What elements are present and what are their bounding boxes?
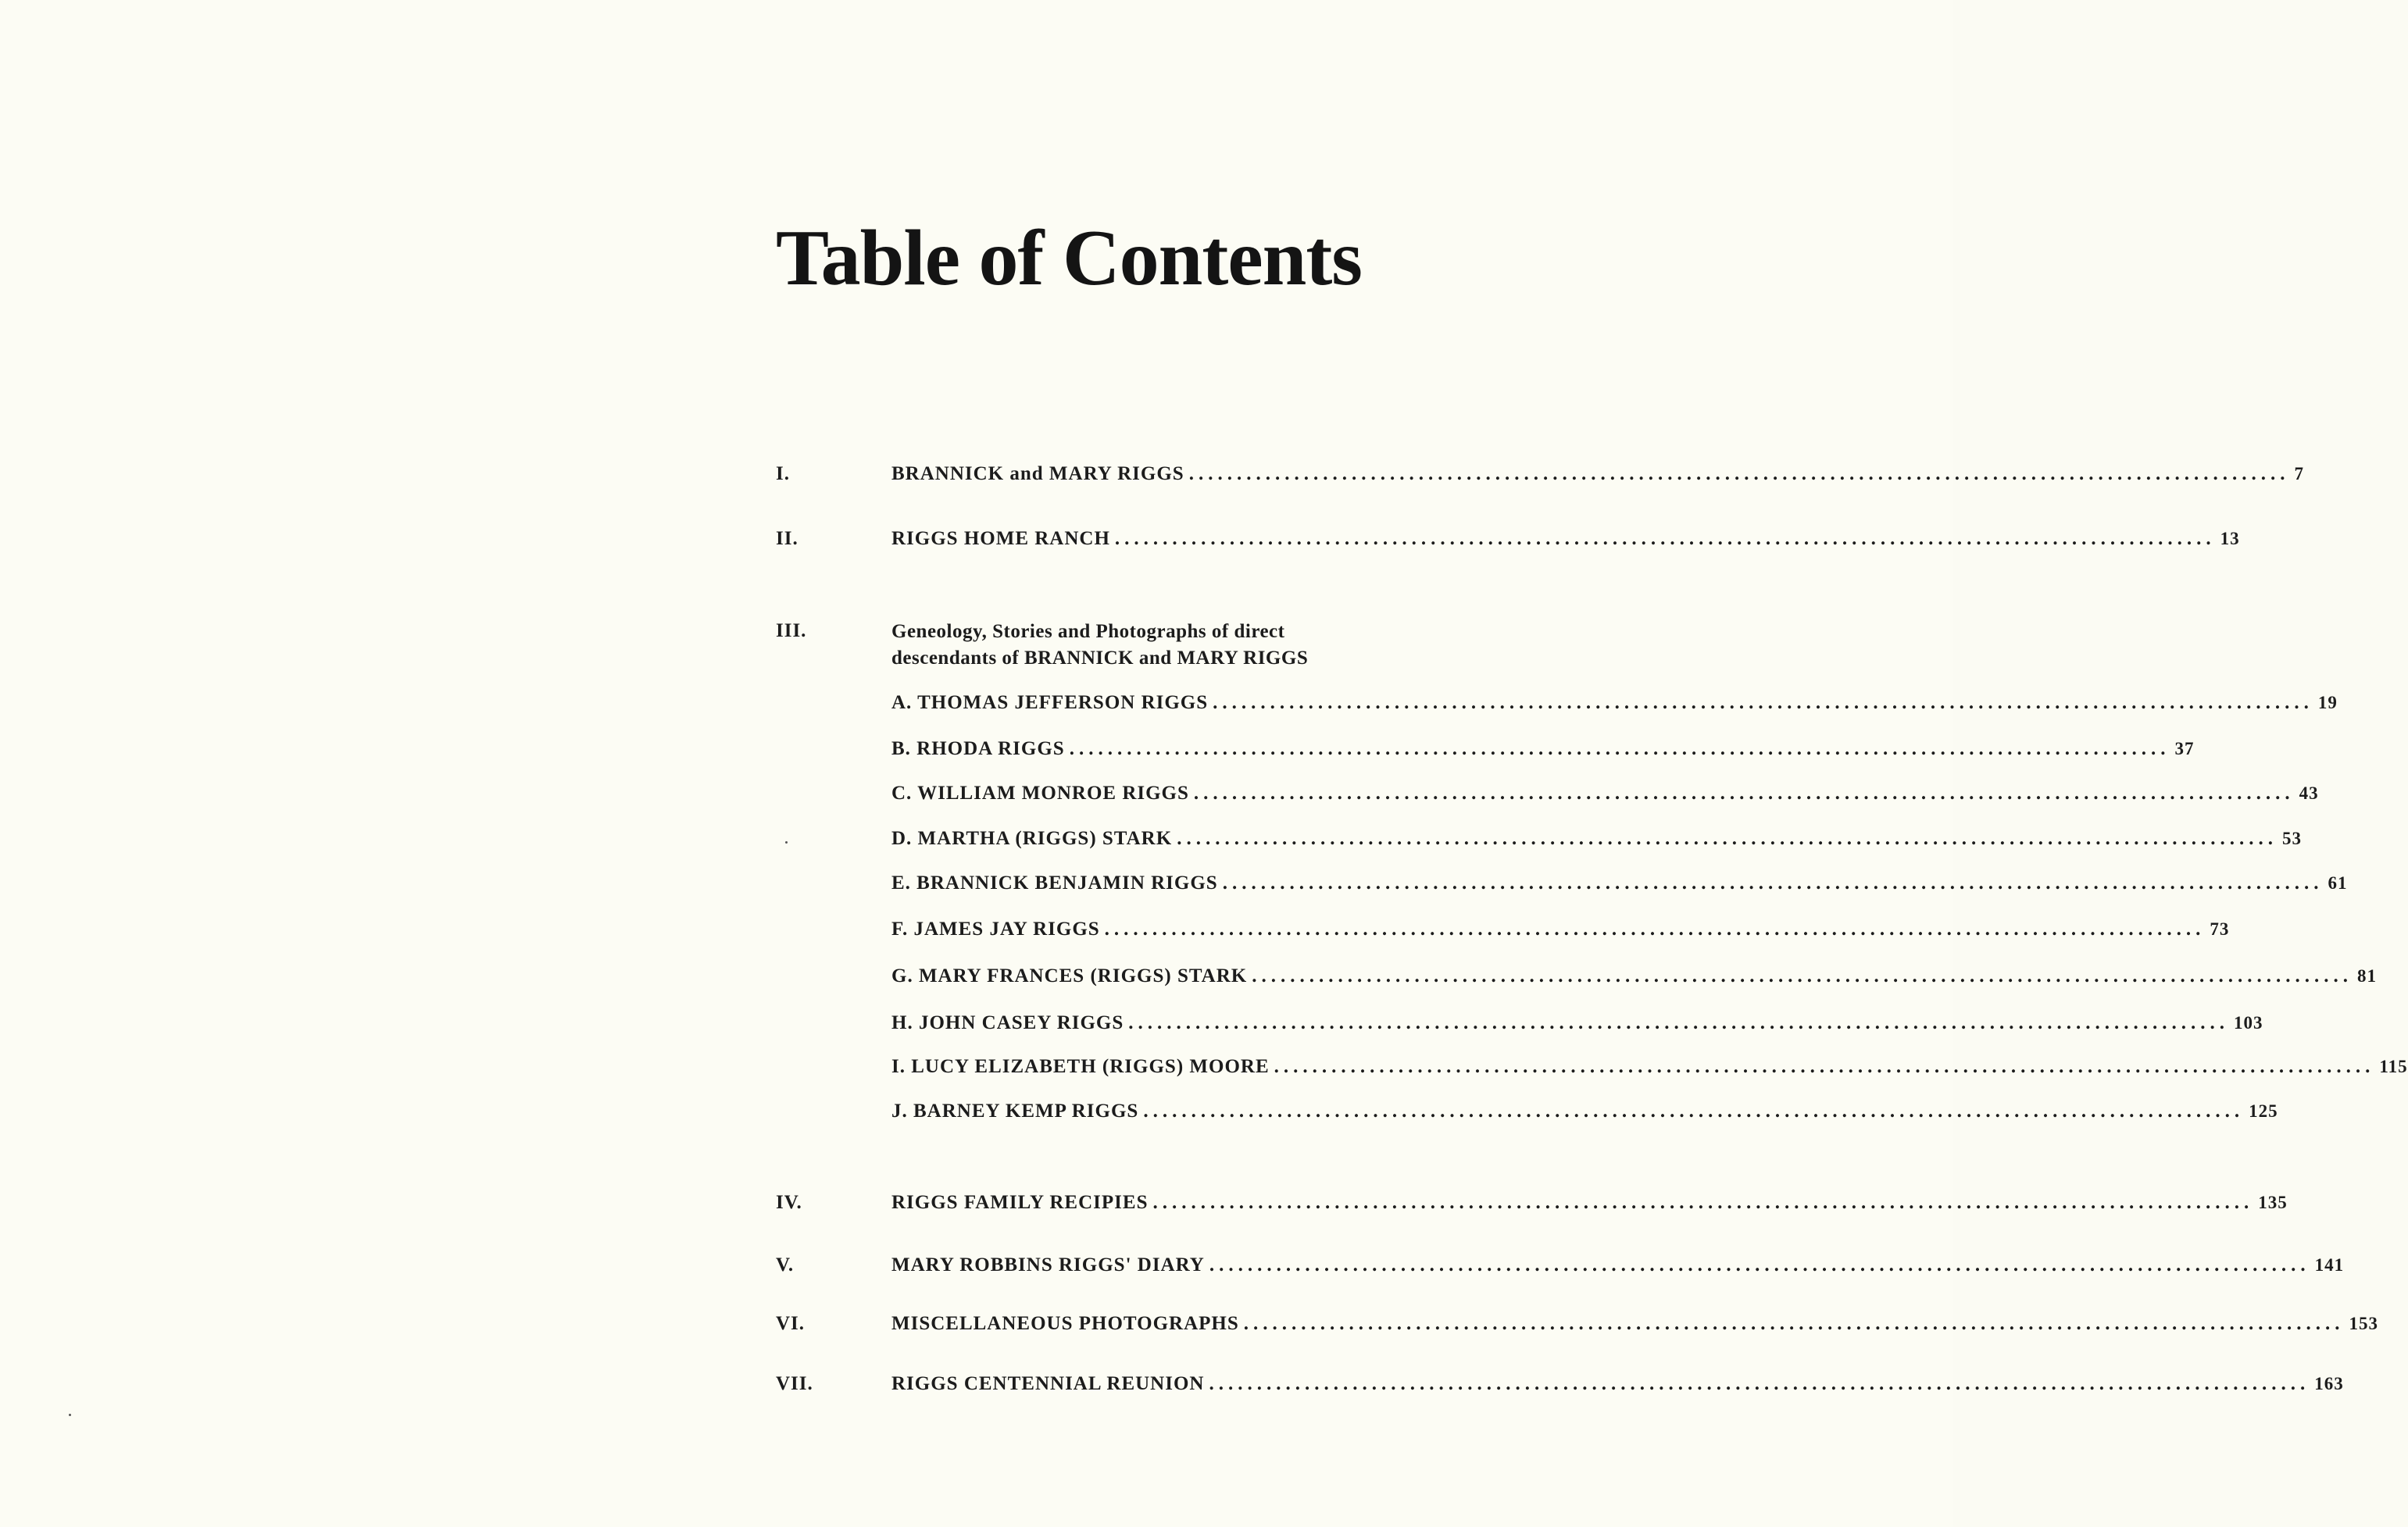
toc-sub-entry-label: E. BRANNICK BENJAMIN RIGGS — [891, 872, 1218, 894]
toc-sub-entry-page: 81 — [2356, 966, 2377, 986]
toc-entry-line — [891, 1308, 2379, 1340]
toc-sub-entry-page: 115 — [2379, 1057, 2408, 1076]
toc-sub-entry-line — [891, 1096, 2278, 1127]
toc-sub-entry-f[interactable] — [776, 914, 2230, 945]
dot-leader: ................................................................................................................... — [1188, 463, 2290, 484]
toc-sub-entry-g[interactable] — [776, 961, 2377, 992]
toc-sub-entry-d[interactable] — [776, 823, 2302, 854]
dot-leader: ................................................................................................................... — [1243, 1313, 2345, 1334]
toc-entry-numeral: III. — [776, 620, 807, 641]
toc-entry-line — [891, 458, 2304, 490]
page-title: Table of Contents — [776, 214, 1362, 302]
toc-entry-1[interactable] — [776, 458, 2304, 490]
toc-sub-entry-label: J. BARNEY KEMP RIGGS — [891, 1101, 1139, 1122]
section-3-heading-line-1: Geneology, Stories and Photographs of direct — [891, 621, 1285, 642]
toc-sub-entry-j[interactable] — [776, 1096, 2278, 1127]
dot-leader: ................................................................................................................... — [1209, 1254, 2310, 1275]
dot-leader: ................................................................................................................... — [1177, 828, 2278, 849]
toc-entry-6[interactable] — [776, 1308, 2379, 1340]
toc-sub-entry-page: 19 — [2317, 693, 2338, 712]
toc-sub-entry-line — [891, 733, 2195, 765]
toc-sub-entry-label: G. MARY FRANCES (RIGGS) STARK — [891, 965, 1248, 986]
toc-sub-entry-line — [891, 914, 2230, 945]
dot-leader: ................................................................................................................... — [1069, 738, 2170, 759]
toc-entry-label: BRANNICK and MARY RIGGS — [891, 463, 1184, 484]
toc-sub-entry-label: B. RHODA RIGGS — [891, 738, 1065, 759]
dot-leader: ................................................................................................................... — [1193, 783, 2295, 804]
scan-speck — [69, 1414, 71, 1416]
toc-entry-label: MISCELLANEOUS PHOTOGRAPHS — [891, 1313, 1239, 1334]
toc-entry-numeral: VI. — [776, 1313, 806, 1334]
toc-entry-page: 7 — [2294, 464, 2304, 483]
toc-entry-2[interactable] — [776, 523, 2240, 555]
toc-sub-entry-page: 73 — [2210, 919, 2230, 939]
toc-entry-numeral: V. — [776, 1254, 795, 1275]
toc-entry-line — [891, 1187, 2288, 1218]
toc-sub-entry-i[interactable] — [776, 1051, 2408, 1083]
toc-entry-label: RIGGS FAMILY RECIPIES — [891, 1192, 1149, 1213]
toc-sub-entry-h[interactable] — [776, 1008, 2263, 1039]
toc-entry-5[interactable] — [776, 1250, 2345, 1281]
toc-sub-entry-line — [891, 687, 2338, 719]
toc-entry-line — [891, 523, 2240, 555]
dot-leader: ................................................................................................................... — [1143, 1101, 2245, 1122]
toc-sub-entry-c[interactable] — [776, 778, 2319, 809]
toc-sub-entry-line — [891, 868, 2348, 899]
toc-entry-line — [891, 1368, 2344, 1400]
toc-sub-entry-line — [891, 1051, 2408, 1083]
toc-sub-entry-page: 103 — [2234, 1013, 2263, 1033]
toc-sub-entry-page: 53 — [2281, 829, 2302, 848]
dot-leader: ................................................................................................................... — [1222, 872, 2324, 894]
scan-speck — [785, 841, 788, 844]
toc-sub-entry-line — [891, 778, 2319, 809]
toc-entry-numeral: IV. — [776, 1192, 802, 1213]
toc-sub-entry-e[interactable] — [776, 868, 2348, 899]
toc-sub-entry-label: F. JAMES JAY RIGGS — [891, 919, 1100, 940]
toc-entry-label: RIGGS CENTENNIAL REUNION — [891, 1373, 1205, 1394]
toc-sub-entry-line — [891, 1008, 2263, 1039]
toc-sub-entry-page: 61 — [2328, 873, 2348, 893]
toc-entry-page: 163 — [2314, 1374, 2344, 1393]
toc-sub-entry-label: C. WILLIAM MONROE RIGGS — [891, 783, 1189, 804]
toc-sub-entry-label: A. THOMAS JEFFERSON RIGGS — [891, 692, 1209, 713]
toc-sub-entry-label: D. MARTHA (RIGGS) STARK — [891, 828, 1173, 849]
toc-sub-entry-page: 37 — [2174, 739, 2195, 758]
toc-entry-numeral: II. — [776, 528, 798, 549]
toc-entry-label: RIGGS HOME RANCH — [891, 528, 1110, 549]
dot-leader: ................................................................................................................... — [1152, 1192, 2254, 1213]
dot-leader: ................................................................................................................... — [1252, 965, 2353, 986]
toc-entry-page: 13 — [2220, 529, 2240, 548]
section-3-heading[interactable] — [891, 619, 1308, 672]
toc-entry-4[interactable] — [776, 1187, 2288, 1218]
toc-entry-numeral: VII. — [776, 1373, 813, 1394]
dot-leader: ................................................................................................................... — [1114, 528, 2216, 549]
dot-leader: ................................................................................................................... — [1274, 1056, 2375, 1077]
toc-entry-label: MARY ROBBINS RIGGS' DIARY — [891, 1254, 1205, 1275]
toc-entry-page: 135 — [2258, 1193, 2288, 1212]
toc-sub-entry-line — [891, 961, 2377, 992]
toc-sub-entry-label: I. LUCY ELIZABETH (RIGGS) MOORE — [891, 1056, 1270, 1077]
toc-sub-entry-page: 43 — [2299, 783, 2319, 803]
toc-sub-entry-label: H. JOHN CASEY RIGGS — [891, 1012, 1124, 1033]
dot-leader: ................................................................................................................... — [1128, 1012, 2230, 1033]
toc-entry-3 — [776, 615, 870, 647]
toc-sub-entry-b[interactable] — [776, 733, 2195, 765]
dot-leader: ................................................................................................................... — [1213, 692, 2313, 713]
dot-leader: ................................................................................................................... — [1104, 919, 2206, 940]
toc-sub-entry-page: 125 — [2249, 1101, 2278, 1121]
dot-leader: ................................................................................................................... — [1209, 1373, 2310, 1394]
toc-sub-entry-line — [891, 823, 2302, 854]
toc-entry-page: 153 — [2349, 1314, 2379, 1333]
toc-entry-page: 141 — [2314, 1255, 2345, 1275]
toc-entry-line — [891, 1250, 2345, 1281]
toc-entry-numeral: I. — [776, 463, 790, 484]
section-3-heading-line-2: descendants of BRANNICK and MARY RIGGS — [891, 648, 1309, 669]
toc-entry-7[interactable] — [776, 1368, 2344, 1400]
toc-sub-entry-a[interactable] — [776, 687, 2338, 719]
